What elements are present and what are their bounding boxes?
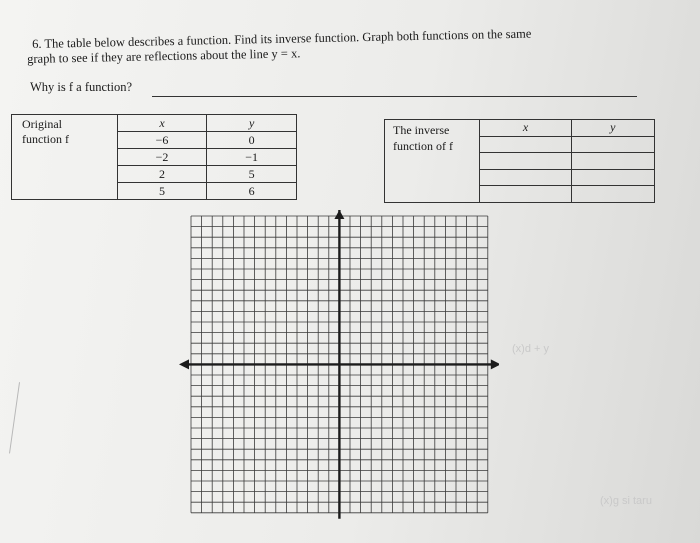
original-header-x: x — [117, 115, 207, 132]
table-cell: −6 — [117, 132, 207, 149]
question-line-1: 6. The table below describes a function. Find its inverse function. Graph both functions on the same — [32, 26, 532, 51]
original-function-table — [11, 114, 297, 200]
blank-cell[interactable] — [571, 153, 654, 170]
answer-line[interactable] — [152, 96, 637, 97]
coordinate-grid[interactable] — [179, 210, 499, 535]
bleed-through-text: (x)g si taru — [600, 495, 652, 507]
original-function-label — [12, 115, 118, 200]
inverse-function-label — [385, 120, 480, 203]
blank-cell[interactable] — [480, 169, 571, 186]
blank-cell[interactable] — [480, 186, 571, 203]
table-cell: 5 — [117, 183, 207, 200]
table-cell: 6 — [207, 183, 297, 200]
original-label-line-2: function f — [22, 132, 69, 146]
original-header-y: y — [207, 115, 297, 132]
blank-cell[interactable] — [571, 169, 654, 186]
original-label-line-1: Original — [22, 117, 62, 131]
table-cell: 5 — [207, 166, 297, 183]
bleed-through-text: (x)d + y — [512, 343, 549, 355]
y-axis-arrow-up — [334, 210, 344, 219]
why-prompt: Why is f a function? — [30, 80, 133, 94]
table-cell: 2 — [117, 166, 207, 183]
inverse-header-x: x — [480, 120, 571, 137]
blank-cell[interactable] — [571, 186, 654, 203]
blank-cell[interactable] — [480, 136, 571, 153]
x-axis-arrow-right — [491, 359, 499, 369]
question-line-2: graph to see if they are reflections about the line y = x. — [27, 46, 301, 66]
table-cell: 0 — [207, 132, 297, 149]
blank-cell[interactable] — [571, 136, 654, 153]
table-cell: −1 — [207, 149, 297, 166]
blank-cell[interactable] — [480, 153, 571, 170]
table-cell: −2 — [117, 149, 207, 166]
inverse-label-line-1: The inverse — [393, 123, 450, 137]
margin-mark — [9, 382, 23, 454]
inverse-label-line-2: function of f — [393, 139, 453, 153]
inverse-header-y: y — [571, 120, 654, 137]
x-axis-arrow-left — [179, 359, 189, 369]
inverse-function-table — [384, 119, 655, 203]
